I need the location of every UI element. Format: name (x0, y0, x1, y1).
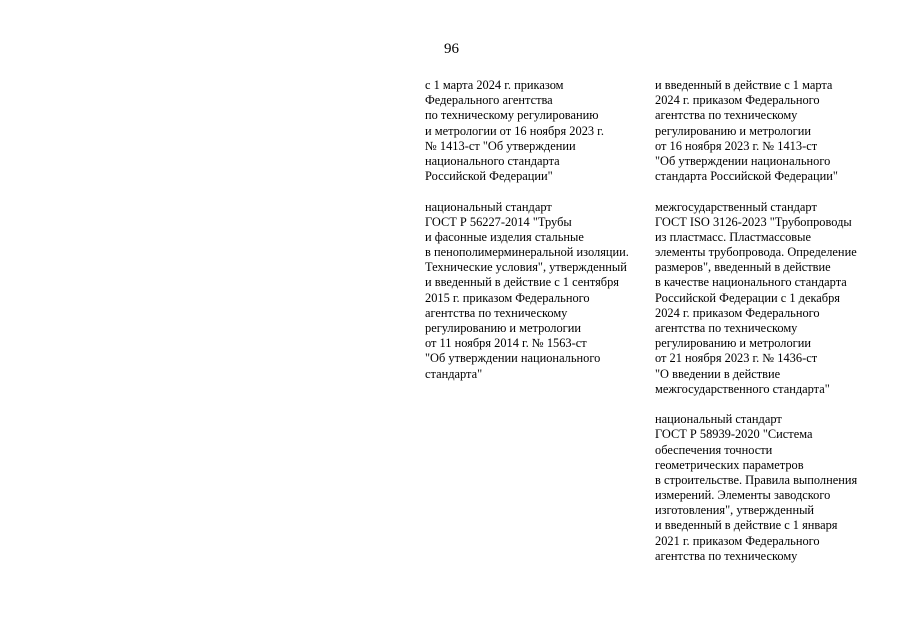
right-column-text-line: изготовления", утвержденный (655, 503, 815, 518)
right-column (655, 78, 857, 579)
right-column-text-line: 2021 г. приказом Федерального (655, 533, 820, 548)
right-column-text-line: в качестве национального стандарта (655, 275, 847, 290)
right-column-text-line: размеров", введенный в действие (655, 260, 831, 275)
left-column-text-line: регулированию и метрологии (425, 321, 582, 335)
right-column-text-line: ГОСТ Р 58939-2020 "Система (655, 427, 813, 442)
right-column-text-line: агентства по техническому (655, 548, 798, 563)
right-column-text-line: межгосударственный стандарт (655, 199, 817, 214)
page-number: 96 (444, 41, 459, 57)
right-column-text-line: в строительстве. Правила выполнения (655, 472, 858, 487)
right-column-text-line: 2024 г. приказом Федерального (655, 305, 820, 320)
right-column-text-line: "Об утверждении национального (655, 153, 831, 168)
right-column-text-line: агентства по техническому (655, 321, 798, 335)
right-column-block (655, 78, 857, 184)
left-column-text-line: национального стандарта (425, 153, 560, 168)
left-column-text-line: Федерального агентства (425, 93, 553, 108)
right-column-text-line: межгосударственного стандарта" (655, 381, 830, 396)
left-column-text-line: стандарта" (425, 366, 483, 381)
left-column (425, 78, 629, 397)
right-column-text-line: регулированию и метрологии (655, 336, 812, 351)
right-column-text-line: от 21 ноября 2023 г. № 1436-ст (655, 351, 818, 366)
right-column-text-line: измерений. Элементы заводского (655, 488, 831, 503)
right-column-text-line: и введенный в действие с 1 марта (655, 78, 833, 92)
left-column-text-line: и введенный в действие с 1 сентября (425, 275, 620, 290)
right-column-block (655, 412, 857, 564)
left-column-text-line: от 11 ноября 2014 г. № 1563-ст (425, 336, 587, 351)
right-column-text-line: ГОСТ ISO 3126-2023 "Трубопроводы (655, 214, 852, 229)
left-column-text-line: Технические условия", утвержденный (425, 260, 627, 275)
left-column-block (425, 78, 629, 184)
left-column-text-line: с 1 марта 2024 г. приказом (425, 78, 564, 92)
right-column-text-line: агентства по техническому (655, 108, 798, 123)
left-column-text-line: агентства по техническому (425, 305, 568, 320)
right-column-text-line: 2024 г. приказом Федерального (655, 93, 820, 108)
left-column-text-line: "Об утверждении национального (425, 351, 601, 366)
right-column-text-line: от 16 ноября 2023 г. № 1413-ст (655, 138, 818, 153)
left-column-text-line: в пенополимерминеральной изоляции. (425, 245, 629, 260)
right-column-text-line: обеспечения точности (655, 442, 773, 457)
left-column-text-line: Российской Федерации" (425, 169, 553, 184)
left-column-text-line: ГОСТ Р 56227-2014 "Трубы (425, 214, 572, 229)
left-column-text-line: 2015 г. приказом Федерального (425, 290, 590, 305)
right-column-text-line: Российской Федерации с 1 декабря (655, 290, 840, 305)
right-column-text-line: элементы трубопровода. Определение (655, 245, 857, 260)
left-column-text-line: и фасонные изделия стальные (425, 229, 584, 244)
right-column-text-line: "О введении в действие (655, 366, 781, 381)
right-column-text-line: из пластмасс. Пластмассовые (655, 229, 811, 244)
left-column-text-line: и метрологии от 16 ноября 2023 г. (425, 123, 604, 138)
left-column-text-line: национальный стандарт (425, 199, 552, 214)
left-column-text-line: по техническому регулированию (425, 108, 599, 123)
right-column-text-line: стандарта Российской Федерации" (655, 169, 838, 184)
right-column-text-line: национальный стандарт (655, 412, 782, 427)
left-column-block (425, 200, 629, 382)
right-column-text-line: регулированию и метрологии (655, 123, 812, 138)
right-column-block (655, 200, 857, 397)
left-column-text-line: № 1413-ст "Об утверждении (425, 138, 576, 153)
right-column-text-line: и введенный в действие с 1 января (655, 518, 838, 533)
right-column-text-line: геометрических параметров (655, 457, 804, 472)
